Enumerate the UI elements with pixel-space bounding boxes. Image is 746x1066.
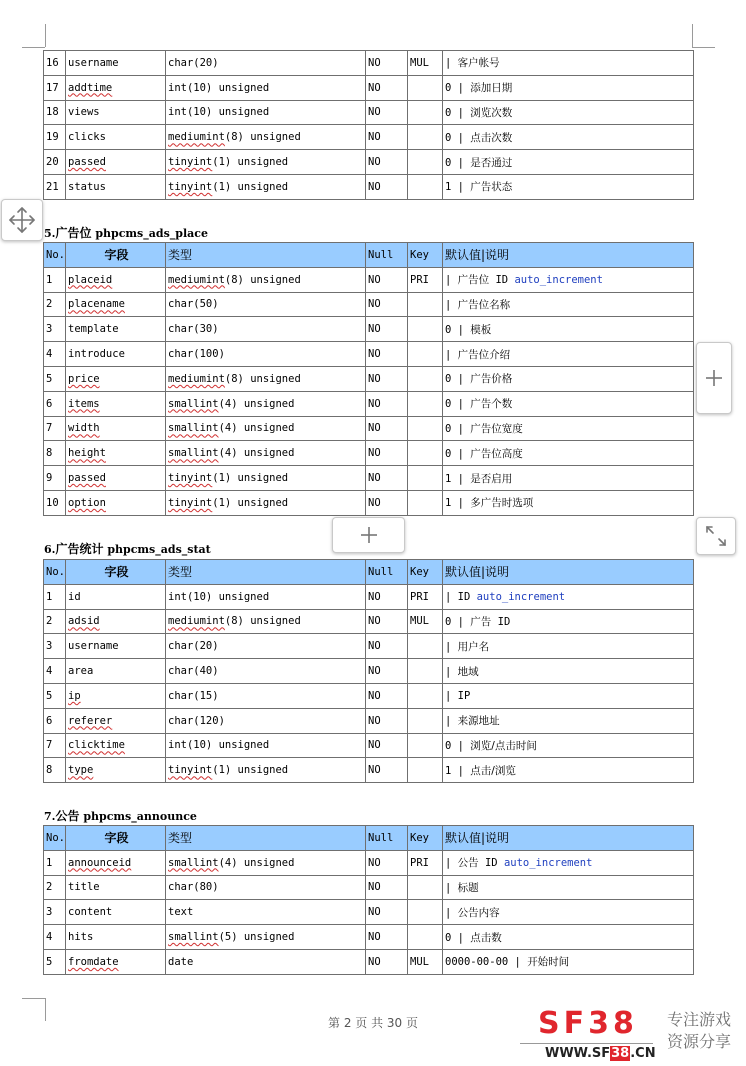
table-row [44, 733, 694, 758]
cell-key[interactable]: MUL [408, 609, 443, 634]
cell-null[interactable]: NO [366, 850, 408, 875]
logo-38: 38 [588, 1006, 638, 1041]
schema-table-ads-continued [43, 50, 694, 200]
crop-mark-top-left-v [45, 24, 46, 47]
cell-null[interactable]: NO [366, 683, 408, 708]
cell-field[interactable]: username [66, 51, 166, 76]
cell-no[interactable]: 20 [44, 150, 66, 175]
cell-default[interactable]: | 用户名 [443, 634, 694, 659]
cell-key[interactable]: MUL [408, 51, 443, 76]
cell-key[interactable]: PRI [408, 584, 443, 609]
header-no: No. [44, 826, 66, 851]
cell-null[interactable]: NO [366, 490, 408, 515]
table-row [44, 292, 694, 317]
table-row [44, 125, 694, 150]
table-row [44, 75, 694, 100]
cell-field[interactable]: clicktime [66, 733, 166, 758]
cell-field[interactable]: height [66, 441, 166, 466]
cell-null[interactable]: NO [366, 150, 408, 175]
cell-key[interactable] [408, 366, 443, 391]
cell-null[interactable]: NO [366, 758, 408, 783]
cell-key[interactable] [408, 490, 443, 515]
header-default: 默认值|说明 [443, 560, 694, 585]
cell-field[interactable]: area [66, 659, 166, 684]
table-row [44, 925, 694, 950]
cell-type[interactable]: smallint(4) unsigned [166, 416, 366, 441]
slogan-line-1: 专注游戏 [667, 1010, 732, 1029]
cell-field[interactable]: placename [66, 292, 166, 317]
cell-key[interactable] [408, 900, 443, 925]
table-row [44, 342, 694, 367]
cell-key[interactable] [408, 683, 443, 708]
cell-default[interactable]: 0 | 浏览次数 [443, 100, 694, 125]
header-no: No. [44, 560, 66, 585]
cell-default[interactable]: 1 | 点击/浏览 [443, 758, 694, 783]
cell-type[interactable]: tinyint(1) unsigned [166, 758, 366, 783]
cell-type[interactable]: smallint(4) unsigned [166, 391, 366, 416]
cell-null[interactable]: NO [366, 875, 408, 900]
table-row [44, 51, 694, 76]
header-key: Key [408, 826, 443, 851]
cell-no[interactable]: 6 [44, 708, 66, 733]
cell-null[interactable]: NO [366, 584, 408, 609]
table-row [44, 267, 694, 292]
cell-null[interactable]: NO [366, 75, 408, 100]
cell-type[interactable]: int(10) unsigned [166, 75, 366, 100]
cell-type[interactable]: char(50) [166, 292, 366, 317]
cell-type[interactable]: char(120) [166, 708, 366, 733]
cell-key[interactable] [408, 342, 443, 367]
table-row [44, 875, 694, 900]
cell-key[interactable] [408, 634, 443, 659]
section-table-name: phpcms_ads_place [95, 227, 208, 240]
cell-no[interactable]: 19 [44, 125, 66, 150]
cell-type[interactable]: smallint(4) unsigned [166, 441, 366, 466]
cell-default[interactable]: 0 | 添加日期 [443, 75, 694, 100]
cell-field[interactable]: addtime [66, 75, 166, 100]
header-field: 字段 [66, 560, 166, 585]
cell-null[interactable]: NO [366, 708, 408, 733]
table-row [44, 634, 694, 659]
cell-field[interactable]: id [66, 584, 166, 609]
table-row [44, 683, 694, 708]
section-number: 6. [44, 543, 56, 556]
section-title-cn: 广告统计 [55, 542, 104, 556]
cell-no[interactable]: 4 [44, 925, 66, 950]
cell-null[interactable]: NO [366, 342, 408, 367]
cell-default[interactable]: | 标题 [443, 875, 694, 900]
cell-no[interactable]: 1 [44, 267, 66, 292]
cell-default[interactable]: 1 | 是否启用 [443, 466, 694, 491]
cell-null[interactable]: NO [366, 466, 408, 491]
header-null: Null [366, 826, 408, 851]
section-title-cn: 广告位 [55, 226, 92, 240]
cell-null[interactable]: NO [366, 317, 408, 342]
cell-null[interactable]: NO [366, 609, 408, 634]
cell-default[interactable]: 0 | 广告位高度 [443, 441, 694, 466]
table-row [44, 900, 694, 925]
cell-default[interactable]: 1 | 广告状态 [443, 174, 694, 199]
cell-default[interactable]: | 广告位名称 [443, 292, 694, 317]
cell-no[interactable]: 2 [44, 875, 66, 900]
cell-type[interactable]: tinyint(1) unsigned [166, 466, 366, 491]
cell-field[interactable]: passed [66, 150, 166, 175]
cell-null[interactable]: NO [366, 267, 408, 292]
cell-default[interactable]: 0 | 浏览/点击时间 [443, 733, 694, 758]
cell-default[interactable]: | 广告位 ID auto_increment [443, 267, 694, 292]
table-row [44, 100, 694, 125]
cell-default[interactable]: 0000-00-00 | 开始时间 [443, 949, 694, 974]
header-default: 默认值|说明 [443, 243, 694, 268]
cell-no[interactable]: 3 [44, 634, 66, 659]
cell-null[interactable]: NO [366, 733, 408, 758]
cell-no[interactable]: 7 [44, 733, 66, 758]
cell-default[interactable]: 0 | 广告 ID [443, 609, 694, 634]
crop-mark-top-right-h [692, 47, 715, 48]
cell-key[interactable] [408, 416, 443, 441]
cell-default[interactable]: | IP [443, 683, 694, 708]
cell-default[interactable]: 0 | 点击数 [443, 925, 694, 950]
table-row [44, 466, 694, 491]
cell-null[interactable]: NO [366, 441, 408, 466]
cell-field[interactable]: width [66, 416, 166, 441]
section-table-name: phpcms_ads_stat [107, 543, 211, 556]
section-title-cn: 公告 [55, 809, 80, 823]
cell-key[interactable]: PRI [408, 850, 443, 875]
cell-field[interactable]: username [66, 634, 166, 659]
cell-key[interactable] [408, 150, 443, 175]
cell-type[interactable]: char(100) [166, 342, 366, 367]
cell-key[interactable] [408, 75, 443, 100]
crop-mark-top-left-h [22, 47, 45, 48]
logo-sf: SF [538, 1006, 589, 1041]
section-table-name: phpcms_announce [83, 810, 197, 823]
cell-field[interactable]: content [66, 900, 166, 925]
move-arrows-icon [7, 205, 37, 235]
cell-null[interactable]: NO [366, 925, 408, 950]
cell-no[interactable]: 10 [44, 490, 66, 515]
cell-default[interactable]: | 公告内容 [443, 900, 694, 925]
cell-type[interactable]: char(30) [166, 317, 366, 342]
cell-null[interactable]: NO [366, 100, 408, 125]
cell-null[interactable]: NO [366, 366, 408, 391]
add-column-button[interactable] [696, 342, 732, 414]
cell-field[interactable]: type [66, 758, 166, 783]
cell-no[interactable]: 5 [44, 366, 66, 391]
cell-field[interactable]: placeid [66, 267, 166, 292]
url-suffix: .CN [630, 1046, 656, 1061]
cell-type[interactable]: int(10) unsigned [166, 733, 366, 758]
cell-no[interactable]: 4 [44, 659, 66, 684]
cell-default[interactable]: 0 | 广告位宽度 [443, 416, 694, 441]
section-title-5 [44, 224, 208, 241]
cell-no[interactable]: 7 [44, 416, 66, 441]
cell-field[interactable]: template [66, 317, 166, 342]
slogan-line-2: 资源分享 [667, 1032, 732, 1051]
cell-no[interactable]: 16 [44, 51, 66, 76]
cell-type[interactable]: char(20) [166, 51, 366, 76]
cell-no[interactable]: 18 [44, 100, 66, 125]
cell-field[interactable]: introduce [66, 342, 166, 367]
cell-no[interactable]: 5 [44, 683, 66, 708]
cell-key[interactable] [408, 659, 443, 684]
cell-no[interactable]: 4 [44, 342, 66, 367]
cell-field[interactable]: announceid [66, 850, 166, 875]
url-prefix: WWW.SF [545, 1046, 611, 1061]
cell-key[interactable] [408, 125, 443, 150]
cell-type[interactable]: mediumint(8) unsigned [166, 267, 366, 292]
cell-no[interactable]: 9 [44, 466, 66, 491]
header-type: 类型 [166, 243, 366, 268]
cell-type[interactable]: int(10) unsigned [166, 584, 366, 609]
cell-type[interactable]: char(80) [166, 875, 366, 900]
cell-field[interactable]: items [66, 391, 166, 416]
schema-table-ads-stat [43, 559, 694, 783]
resize-table-button[interactable] [696, 517, 736, 555]
cell-field[interactable]: passed [66, 466, 166, 491]
cell-type[interactable]: date [166, 949, 366, 974]
cell-default[interactable]: 0 | 模板 [443, 317, 694, 342]
cell-no[interactable]: 8 [44, 758, 66, 783]
cell-null[interactable]: NO [366, 900, 408, 925]
table-row [44, 416, 694, 441]
cell-null[interactable]: NO [366, 292, 408, 317]
schema-table-announce [43, 825, 694, 975]
cell-type[interactable]: mediumint(8) unsigned [166, 125, 366, 150]
cell-key[interactable] [408, 317, 443, 342]
add-row-button[interactable] [332, 517, 405, 553]
cell-null[interactable]: NO [366, 634, 408, 659]
cell-default[interactable]: 0 | 广告个数 [443, 391, 694, 416]
header-no: No. [44, 243, 66, 268]
cell-field[interactable]: views [66, 100, 166, 125]
cell-type[interactable]: text [166, 900, 366, 925]
header-key: Key [408, 560, 443, 585]
cell-key[interactable] [408, 466, 443, 491]
cell-field[interactable]: hits [66, 925, 166, 950]
cell-no[interactable]: 2 [44, 609, 66, 634]
cell-no[interactable]: 17 [44, 75, 66, 100]
url-38: 38 [611, 1046, 630, 1061]
cell-no[interactable]: 6 [44, 391, 66, 416]
cell-type[interactable]: tinyint(1) unsigned [166, 174, 366, 199]
table-row [44, 584, 694, 609]
cell-default[interactable]: 0 | 广告价格 [443, 366, 694, 391]
cell-null[interactable]: NO [366, 949, 408, 974]
table-header-row [44, 560, 694, 585]
schema-table-ads-place [43, 242, 694, 516]
cell-type[interactable]: tinyint(1) unsigned [166, 490, 366, 515]
watermark-slogan [667, 1009, 731, 1053]
header-null: Null [366, 243, 408, 268]
cell-field[interactable]: status [66, 174, 166, 199]
expand-diagonal-icon [703, 523, 729, 549]
table-row [44, 391, 694, 416]
cell-default[interactable]: | 来源地址 [443, 708, 694, 733]
cell-key[interactable] [408, 391, 443, 416]
watermark-url [545, 1046, 656, 1062]
table-row [44, 150, 694, 175]
cell-field[interactable]: ip [66, 683, 166, 708]
table-row [44, 949, 694, 974]
cell-null[interactable]: NO [366, 51, 408, 76]
cell-key[interactable]: MUL [408, 949, 443, 974]
cell-null[interactable]: NO [366, 659, 408, 684]
cell-field[interactable]: clicks [66, 125, 166, 150]
cell-null[interactable]: NO [366, 391, 408, 416]
cell-type[interactable]: smallint(4) unsigned [166, 850, 366, 875]
table-row [44, 174, 694, 199]
crop-mark-bottom-left-h [22, 998, 45, 999]
cell-type[interactable]: int(10) unsigned [166, 100, 366, 125]
cell-no[interactable]: 1 [44, 850, 66, 875]
cell-no[interactable]: 1 [44, 584, 66, 609]
cell-type[interactable]: char(15) [166, 683, 366, 708]
cell-type[interactable]: mediumint(8) unsigned [166, 366, 366, 391]
table-row [44, 758, 694, 783]
table-row [44, 317, 694, 342]
cell-null[interactable]: NO [366, 416, 408, 441]
cell-null[interactable]: NO [366, 174, 408, 199]
cell-key[interactable] [408, 292, 443, 317]
cell-no[interactable]: 3 [44, 900, 66, 925]
cell-default[interactable]: | 客户帐号 [443, 51, 694, 76]
watermark-divider [520, 1043, 653, 1044]
cell-key[interactable] [408, 875, 443, 900]
cell-type[interactable]: tinyint(1) unsigned [166, 150, 366, 175]
watermark-logo [538, 1007, 638, 1041]
cell-field[interactable]: referer [66, 708, 166, 733]
table-row [44, 708, 694, 733]
section-title-6 [44, 540, 211, 557]
cell-field[interactable]: option [66, 490, 166, 515]
page-number: 第 2 页 共 30 页 [328, 1016, 418, 1030]
table-row [44, 441, 694, 466]
cell-type[interactable]: char(40) [166, 659, 366, 684]
cell-default[interactable]: 1 | 多广告时选项 [443, 490, 694, 515]
section-title-7 [44, 807, 197, 824]
plus-icon [704, 368, 724, 388]
cell-key[interactable] [408, 758, 443, 783]
cell-key[interactable] [408, 733, 443, 758]
cell-default[interactable]: | 公告 ID auto_increment [443, 850, 694, 875]
cell-default[interactable]: 0 | 是否通过 [443, 150, 694, 175]
cell-field[interactable]: title [66, 875, 166, 900]
cell-no[interactable]: 8 [44, 441, 66, 466]
cell-default[interactable]: | 地域 [443, 659, 694, 684]
header-type: 类型 [166, 826, 366, 851]
cell-no[interactable]: 21 [44, 174, 66, 199]
section-number: 7. [44, 810, 56, 823]
header-field: 字段 [66, 826, 166, 851]
cell-key[interactable] [408, 925, 443, 950]
move-handle-button[interactable] [1, 199, 43, 241]
cell-field[interactable]: price [66, 366, 166, 391]
cell-null[interactable]: NO [366, 125, 408, 150]
cell-key[interactable] [408, 708, 443, 733]
cell-key[interactable]: PRI [408, 267, 443, 292]
cell-field[interactable]: adsid [66, 609, 166, 634]
cell-type[interactable]: char(20) [166, 634, 366, 659]
cell-key[interactable] [408, 441, 443, 466]
header-key: Key [408, 243, 443, 268]
table-row [44, 609, 694, 634]
table-row [44, 490, 694, 515]
table-row [44, 366, 694, 391]
table-header-row [44, 243, 694, 268]
cell-type[interactable]: mediumint(8) unsigned [166, 609, 366, 634]
table-row [44, 850, 694, 875]
plus-icon [359, 525, 379, 545]
header-default: 默认值|说明 [443, 826, 694, 851]
cell-field[interactable]: fromdate [66, 949, 166, 974]
cell-no[interactable]: 3 [44, 317, 66, 342]
cell-no[interactable]: 2 [44, 292, 66, 317]
cell-default[interactable]: 0 | 点击次数 [443, 125, 694, 150]
cell-default[interactable]: | 广告位介绍 [443, 342, 694, 367]
header-type: 类型 [166, 560, 366, 585]
section-number: 5. [44, 227, 56, 240]
header-null: Null [366, 560, 408, 585]
cell-key[interactable] [408, 174, 443, 199]
cell-key[interactable] [408, 100, 443, 125]
cell-default[interactable]: | ID auto_increment [443, 584, 694, 609]
table-header-row [44, 826, 694, 851]
header-field: 字段 [66, 243, 166, 268]
table-row [44, 659, 694, 684]
crop-mark-top-right-v [692, 24, 693, 47]
cell-no[interactable]: 5 [44, 949, 66, 974]
cell-type[interactable]: smallint(5) unsigned [166, 925, 366, 950]
